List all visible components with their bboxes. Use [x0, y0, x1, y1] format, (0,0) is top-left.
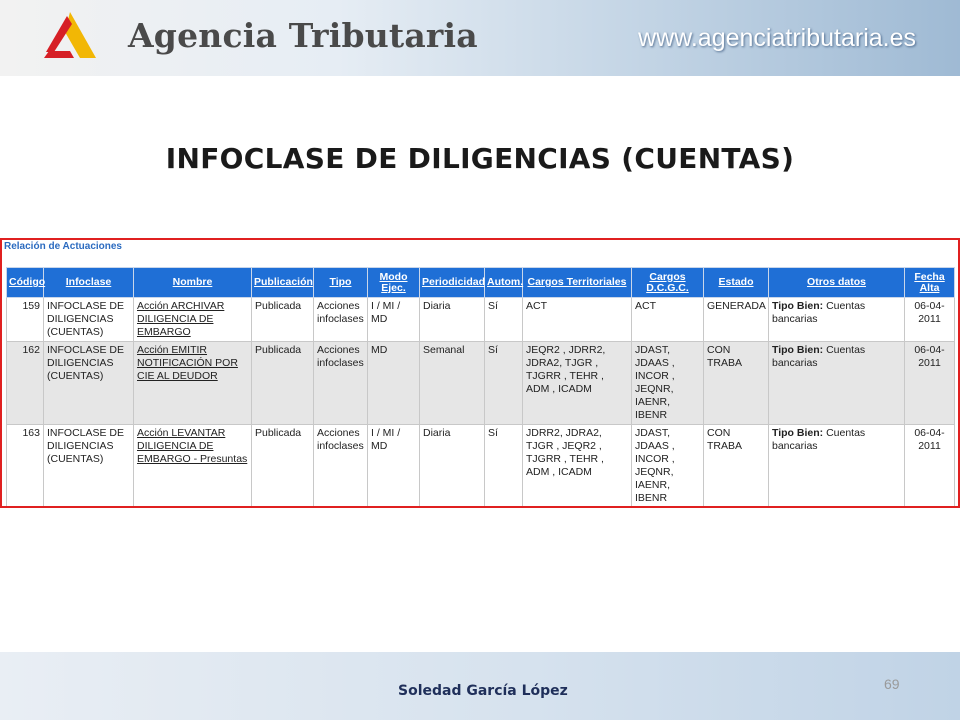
cell-cargos-territoriales: JEQR2 , JDRR2, JDRA2, TJGR , TJGRR , TEHR , ADM , ICADM — [523, 342, 632, 425]
cell-cargos-dcgc: JDAST, JDAAS , INCOR , JEQNR, IAENR, IBENR — [632, 342, 704, 425]
cell-infoclase: INFOCLASE DE DILIGENCIAS (CUENTAS) — [44, 342, 134, 425]
cell-estado: CON TRABA — [704, 425, 769, 508]
cell-fecha-alta: 06-04-2011 — [905, 298, 955, 342]
cell-nombre — [134, 298, 252, 342]
agencia-tributaria-logo-icon — [34, 8, 100, 66]
brand-url[interactable]: www.agenciatributaria.es — [638, 24, 916, 52]
cell-autom: Sí — [485, 342, 523, 425]
cell-periodicidad: Diaria — [420, 425, 485, 508]
cell-cargos-dcgc: ACT — [632, 298, 704, 342]
cell-tipo: Acciones infoclases — [314, 342, 368, 425]
page-number: 69 — [884, 676, 900, 692]
column-header-autom[interactable]: Autom. — [485, 268, 523, 298]
cell-infoclase: INFOCLASE DE DILIGENCIAS (CUENTAS) — [44, 298, 134, 342]
cell-fecha-alta: 06-04-2011 — [905, 342, 955, 425]
column-header-publicacion[interactable]: Publicación — [252, 268, 314, 298]
tipo-bien-label: Tipo Bien: — [772, 300, 824, 312]
nombre-link[interactable]: Acción EMITIR NOTIFICACIÓN POR CIE AL DEUDOR — [137, 344, 238, 382]
column-header-cargos-territoriales[interactable]: Cargos Territoriales — [523, 268, 632, 298]
cell-codigo: 163 — [7, 425, 44, 508]
actuaciones-table — [6, 267, 955, 508]
cell-modo-ejec: I / MI / MD — [368, 425, 420, 508]
author-name: Soledad García López — [398, 683, 568, 699]
column-header-periodicidad[interactable]: Periodicidad — [420, 268, 485, 298]
cell-infoclase: INFOCLASE DE DILIGENCIAS (CUENTAS) — [44, 425, 134, 508]
cell-otros-datos — [769, 425, 905, 508]
cell-fecha-alta: 06-04-2011 — [905, 425, 955, 508]
column-header-infoclase[interactable]: Infoclase — [44, 268, 134, 298]
nombre-link[interactable]: Acción LEVANTAR DILIGENCIA DE EMBARGO - Presuntas — [137, 427, 248, 465]
table-row — [7, 298, 955, 342]
actuaciones-table-frame — [0, 238, 960, 508]
nombre-link[interactable]: Acción ARCHIVAR DILIGENCIA DE EMBARGO — [137, 300, 225, 338]
cell-otros-datos — [769, 342, 905, 425]
table-caption: Relación de Actuaciones — [4, 241, 122, 252]
column-header-tipo[interactable]: Tipo — [314, 268, 368, 298]
table-header-row — [7, 268, 955, 298]
cell-estado: GENERADA — [704, 298, 769, 342]
cell-nombre — [134, 342, 252, 425]
cell-tipo: Acciones infoclases — [314, 425, 368, 508]
brand-name: Agencia Tributaria — [128, 16, 478, 55]
table-row — [7, 425, 955, 508]
column-header-fecha-alta[interactable]: Fecha Alta — [905, 268, 955, 298]
cell-autom: Sí — [485, 425, 523, 508]
header-banner — [0, 0, 960, 76]
cell-autom: Sí — [485, 298, 523, 342]
cell-estado: CON TRABA — [704, 342, 769, 425]
cell-cargos-territoriales: ACT — [523, 298, 632, 342]
column-header-cargos-dcgc[interactable]: Cargos D.C.G.C. — [632, 268, 704, 298]
cell-cargos-territoriales: JDRR2, JDRA2, TJGR , JEQR2 , TJGRR , TEHR , ADM , ICADM — [523, 425, 632, 508]
column-header-otros-datos[interactable]: Otros datos — [769, 268, 905, 298]
cell-otros-datos — [769, 298, 905, 342]
cell-nombre — [134, 425, 252, 508]
cell-periodicidad: Diaria — [420, 298, 485, 342]
column-header-codigo[interactable]: Código — [7, 268, 44, 298]
cell-codigo: 159 — [7, 298, 44, 342]
cell-periodicidad: Semanal — [420, 342, 485, 425]
column-header-modo-ejec[interactable]: Modo Ejec. — [368, 268, 420, 298]
tipo-bien-value: Cuentas bancarias — [772, 300, 866, 325]
cell-modo-ejec: MD — [368, 342, 420, 425]
column-header-estado[interactable]: Estado — [704, 268, 769, 298]
tipo-bien-label: Tipo Bien: — [772, 427, 824, 439]
tipo-bien-value: Cuentas bancarias — [772, 427, 866, 452]
cell-publicacion: Publicada — [252, 425, 314, 508]
cell-tipo: Acciones infoclases — [314, 298, 368, 342]
column-header-nombre[interactable]: Nombre — [134, 268, 252, 298]
tipo-bien-value: Cuentas bancarias — [772, 344, 866, 369]
cell-publicacion: Publicada — [252, 342, 314, 425]
cell-publicacion: Publicada — [252, 298, 314, 342]
cell-cargos-dcgc: JDAST, JDAAS , INCOR , JEQNR, IAENR, IBENR — [632, 425, 704, 508]
cell-codigo: 162 — [7, 342, 44, 425]
tipo-bien-label: Tipo Bien: — [772, 344, 824, 356]
slide-title: INFOCLASE DE DILIGENCIAS (CUENTAS) — [165, 142, 795, 175]
cell-modo-ejec: I / MI / MD — [368, 298, 420, 342]
table-row — [7, 342, 955, 425]
